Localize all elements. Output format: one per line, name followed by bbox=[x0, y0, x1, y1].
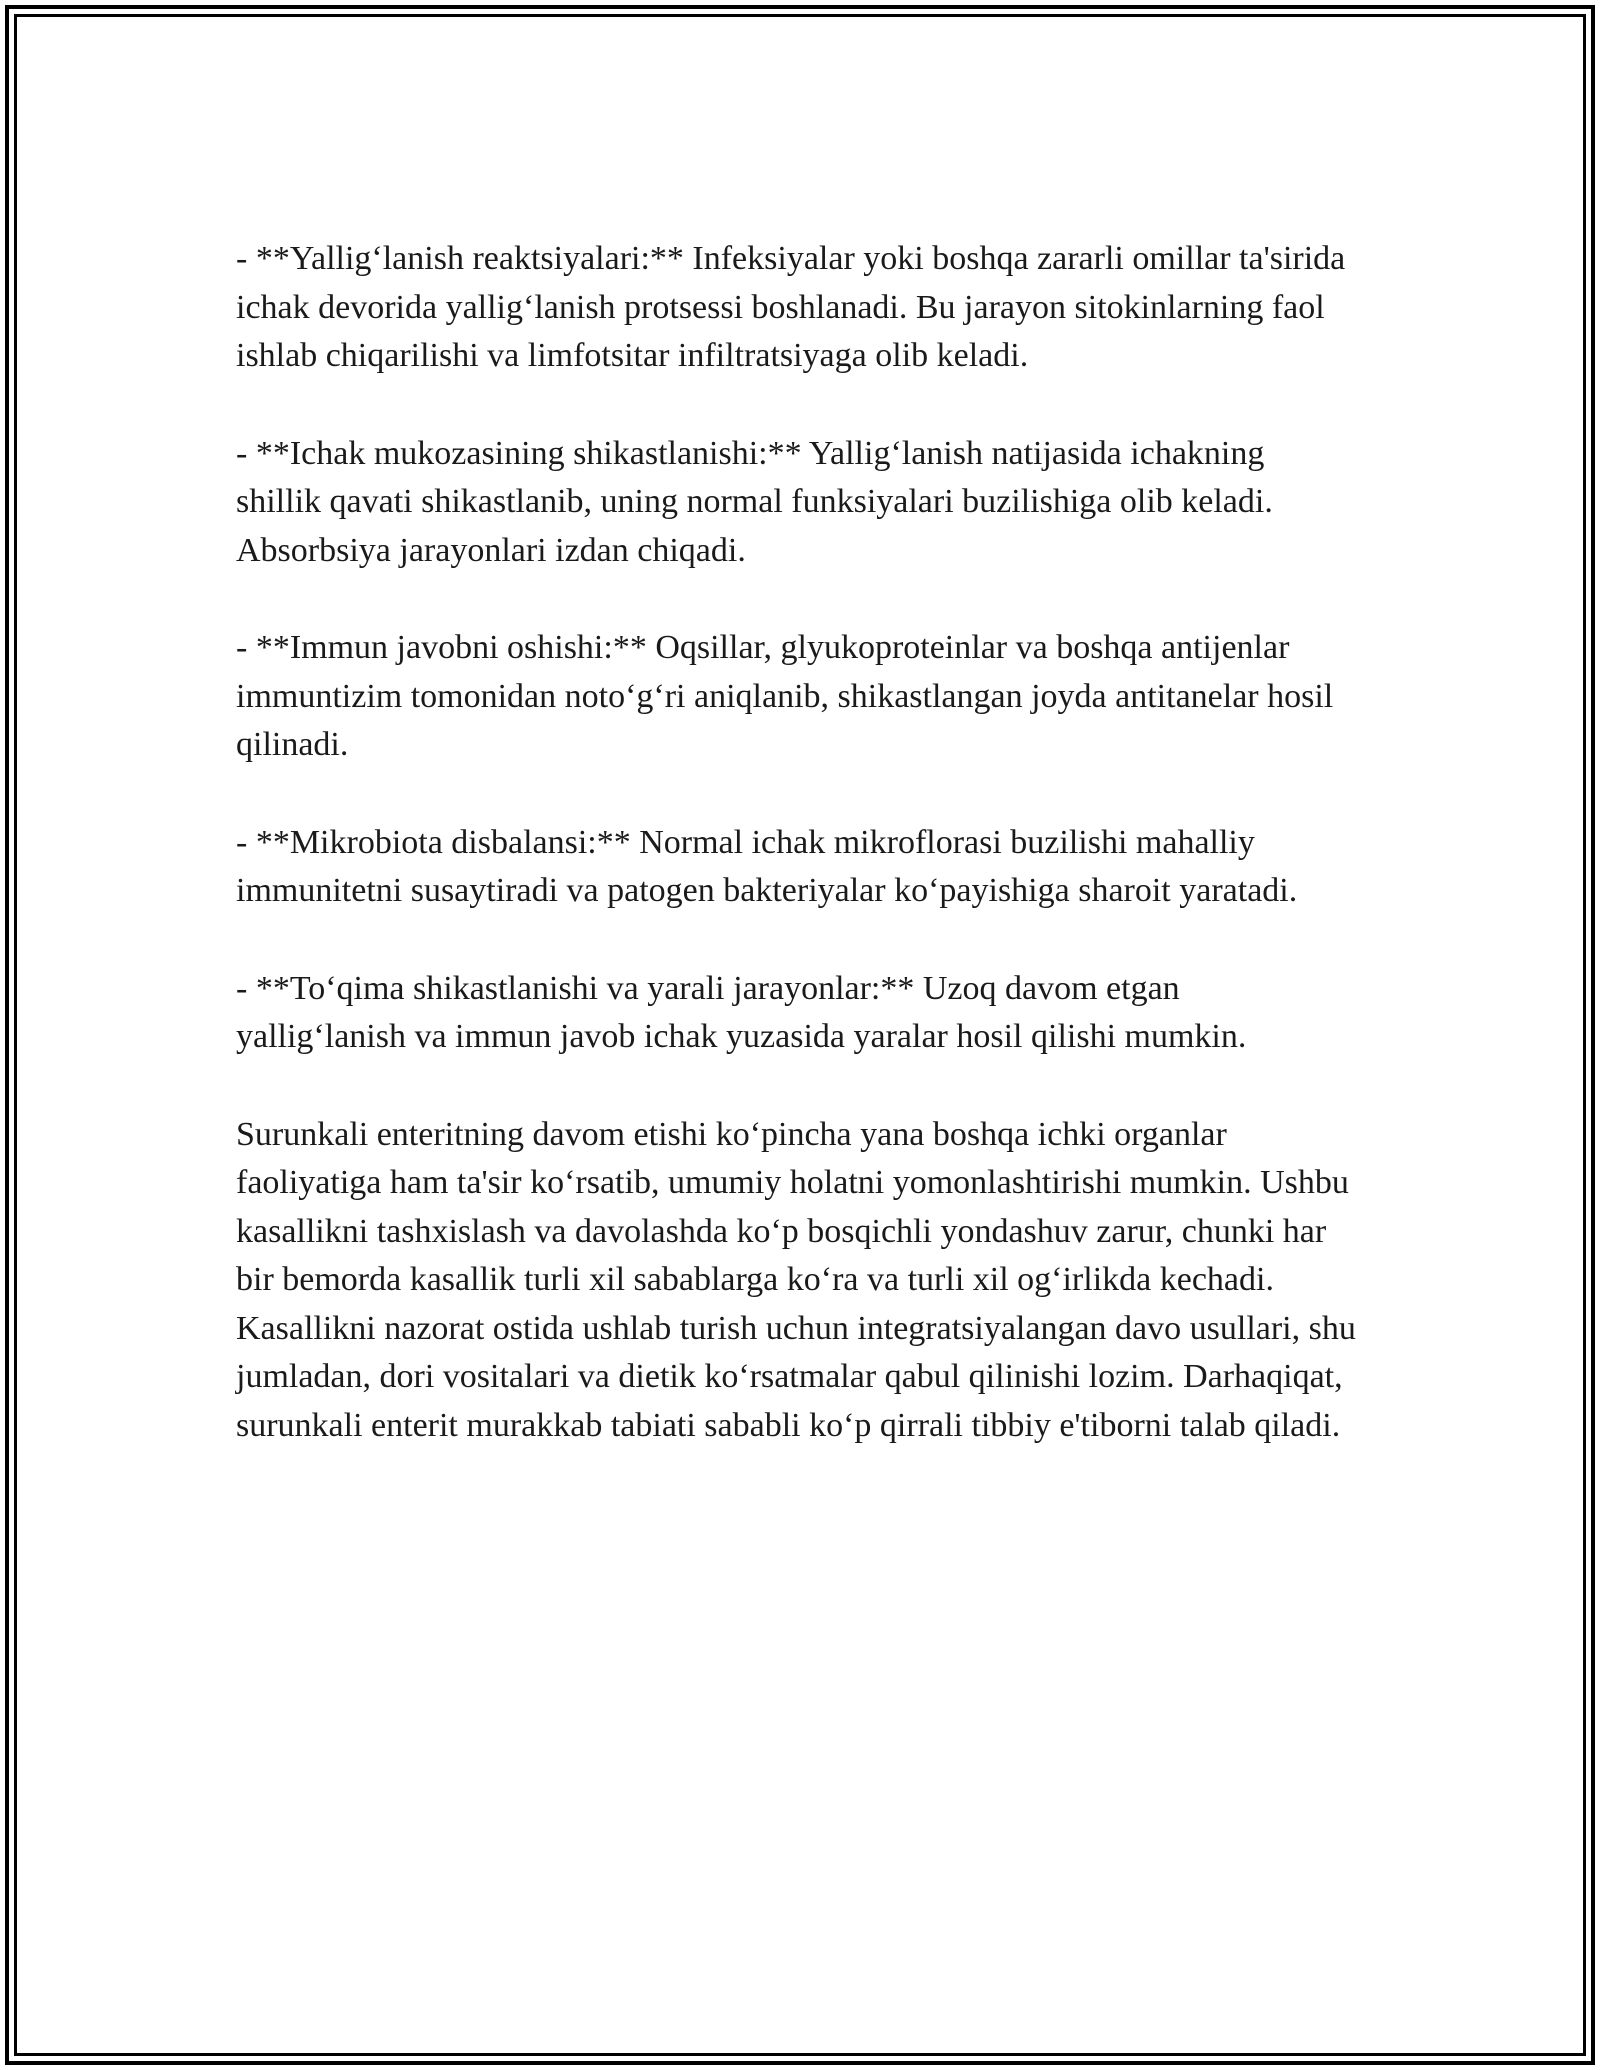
document-body bbox=[236, 235, 1356, 1450]
bullet-microbiota-imbalance: - **Mikrobiota disbalansi:** Normal ichak mikroflorasi buzilishi mahalliy immunitetni susaytiradi va patogen bakteriyalar ko‘payishiga sharoit yaratadi. bbox=[236, 823, 1298, 909]
bullet-inflammatory-reactions: - **Yallig‘lanish reaktsiyalari:** Infeksiyalar yoki boshqa zararli omillar ta'sirida ichak devorida yallig‘lanish protsessi boshlanadi. Bu jarayon sitokinlarning faol ishlab chiqarilishi va limfotsitar infiltratsiyaga olib keladi. bbox=[236, 240, 1346, 374]
bullet-tissue-damage: - **To‘qima shikastlanishi va yarali jarayonlar:** Uzoq davom etgan yallig‘lanish va immun javob ichak yuzasida yaralar hosil qilishi mumkin. bbox=[236, 969, 1247, 1055]
conclusion-paragraph: Surunkali enteritning davom etishi ko‘pincha yana boshqa ichki organlar faoliyatiga ham ta'sir ko‘rsatib, umumiy holatni yomonlashtirishi mumkin. Ushbu kasallikni tashxislash va davolashda ko‘p bosqichli yondashuv zarur, chunki har bir bemorda kasallik turli xil sabablarga ko‘ra va turli xil og‘irlikda kechadi. Kasallikni nazorat ostida ushlab turish uchun integratsiyalangan davo usullari, shu jumladan, dori vositalari va dietik ko‘rsatmalar qabul qilinishi lozim. Darhaqiqat, surunkali enterit murakkab tabiati sababli ko‘p qirrali tibbiy e'tiborni talab qiladi. bbox=[236, 1115, 1356, 1444]
bullet-mucosa-damage: - **Ichak mukozasining shikastlanishi:** Yallig‘lanish natijasida ichakning shillik qavati shikastlanib, uning normal funksiyalari buzilishiga olib keladi. Absorbsiya jarayonlari izdan chiqadi. bbox=[236, 434, 1273, 569]
bullet-immune-response: - **Immun javobni oshishi:** Oqsillar, glyukoproteinlar va boshqa antijenlar immuntizim tomonidan noto‘g‘ri aniqlanib, shikastlangan joyda antitanelar hosil qilinadi. bbox=[236, 629, 1334, 763]
